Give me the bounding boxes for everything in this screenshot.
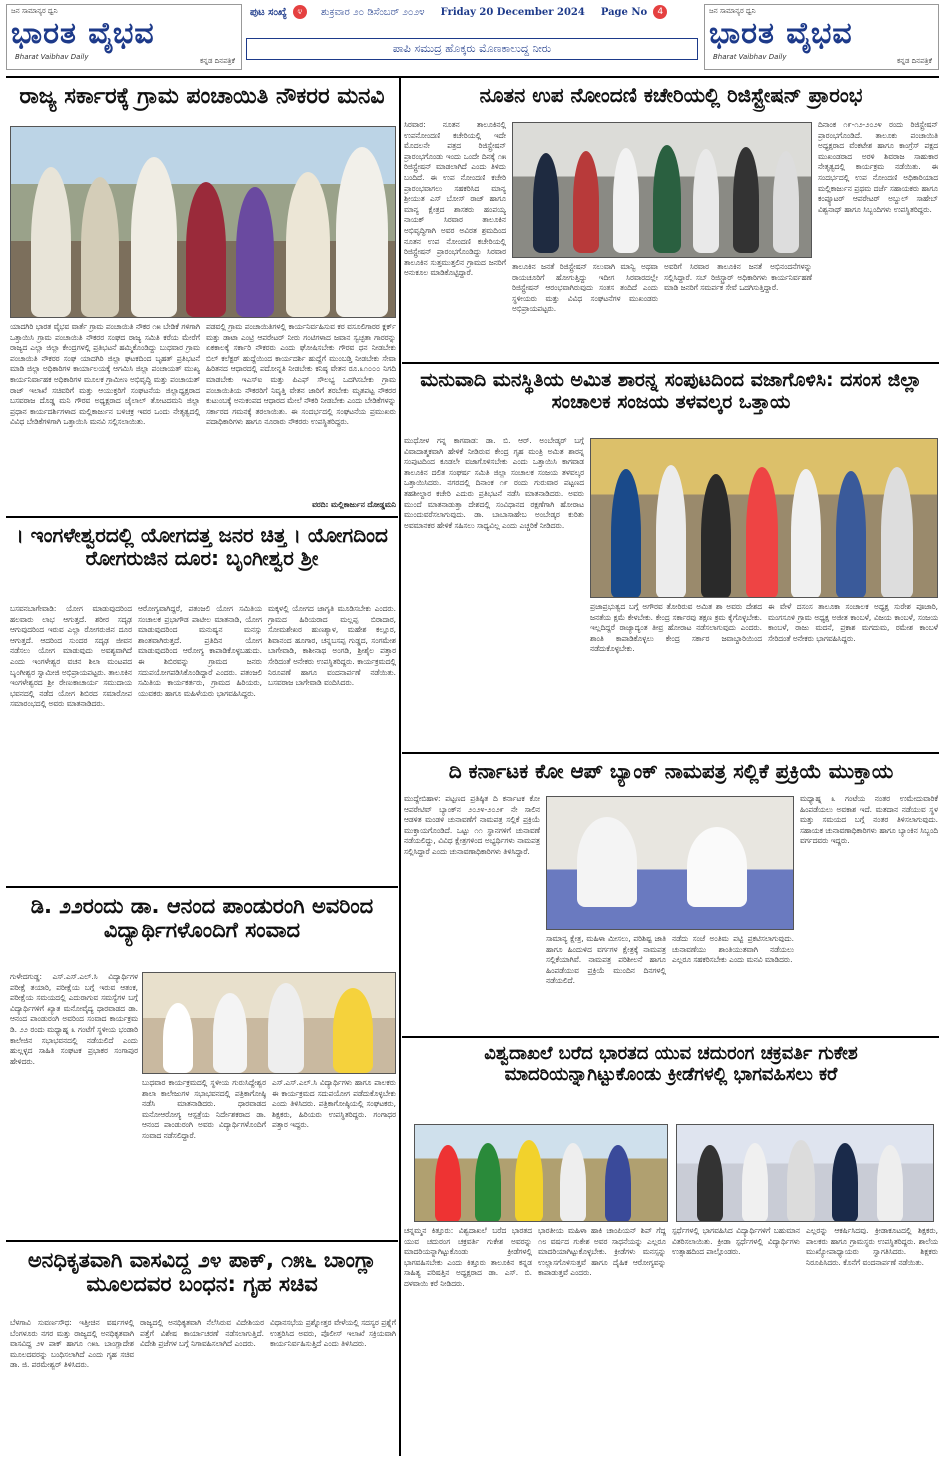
article-text: ಸಿರವಾರ: ನೂತನ ತಾಲೂಕಿನಲ್ಲಿ ಉಪನೋಂದಣಿ ಕಚೇರಿಯಲ್ಲಿ ಇದೇ ಮೊದಲನೇ ಪತ್ರದ ರಿಜಿಸ್ಟ್ರೇಷನ್ ಪ್ರಾರಂಭಗೊಂಡು ಇಂದು ಒಂದೇ ದಿನಕ್ಕೆ ೧೫ ರಿಜಿಸ್ಟ್ರೇಷನ್ ಮಾಡಲಾಗಿದೆ ಎಂದು ತಿಳಿದು ಬಂದಿದೆ. ಈ ಉಪ ನೋಂದಣಿ ಕಚೇರಿ ಪ್ರಾರಂಭವಾಗಲು ಸಹಕರಿಸಿದ ಮಾನ್ಯ ಶ್ರೀಯುತ ಎಸ್ ಬೋಸ್ ರಾಜ್ ಹಾಗೂ ಮಾನ್ಯ ಕ್ಷೇತ್ರದ ಶಾಸಕರು ಹಂಪಯ್ಯ ನಾಯಕ್ ಸಿರವಾರ ತಾಲೂಕಿನ ಅಭಿವೃದ್ಧಿಗಾಗಿ ಅವರ ಅವಿರತ ಶ್ರಮದಿಂದ ನೂತನ ಉಪ ನೋಂದಣಿ ಕಚೇರಿಯಲ್ಲಿ ರಿಜಿಸ್ಟ್ರೇಷನ್ ಪ್ರಾರಂಭಗೊಂಡಿದ್ದು ಸಿರವಾರ ತಾಲೂಕಿನ ಸುತ್ತಮುತ್ತಲಿನ ಗ್ರಾಮದ ಜನರಿಗೆ ಅನುಕೂಲ ಮಾಡಿಕೊಟ್ಟಿದ್ದಾರೆ.: [404, 120, 506, 278]
article-text: ಬೆಳಗಾವಿ ಸುವರ್ಣಸೌಧ: ಇತ್ತೀಚಿನ ವರ್ಷಗಳಲ್ಲಿ ಬೆಂಗಳೂರು ನಗರ ಮತ್ತು ರಾಜ್ಯದಲ್ಲಿ ಅನಧಿಕೃತವಾಗಿ ವಾಸವಿದ್ದ ೨೪ ಪಾಕ್ ಹಾಗೂ ೧೫೬ ಬಾಂಗ್ಲಾದೇಶ ಮೂಲದವರನ್ನು ಬಂಧಿಸಲಾಗಿದೆ ಎಂದು ಗೃಹ ಸಚಿವ ಡಾ. ಜಿ. ಪರಮೇಶ್ವರ್ ತಿಳಿಸಿದರು.: [10, 1318, 134, 1370]
article-photo: [142, 972, 396, 1074]
article-photo: [546, 796, 794, 930]
article-text: ಮಧ್ಯಾಹ್ನ ೩ ಗಂಟೆಯ ನಂತರ ಉಮೇದುವಾರಿಕೆ ಹಿಂಪಡೆಯಲು ಅವಕಾಶ ಇದೆ. ಮತದಾನ ನಡೆಯುವ ಸ್ಥಳ ಮತ್ತು ಸಮಯದ ಬಗ್ಗೆ ನಂತರ ತಿಳಿಸಲಾಗುವುದು. ಸಹಾಯಕ ಚುನಾವಣಾಧಿಕಾರಿಗಳು ಹಾಗೂ ಬ್ಯಾಂಕಿನ ಸಿಬ್ಬಂದಿ ವರ್ಗದವರು ಇದ್ದರು.: [800, 794, 938, 846]
date-bar: [246, 4, 698, 20]
article-text: ಸಾಮಾನ್ಯ ಕ್ಷೇತ್ರ, ಮಹಿಳಾ ಮೀಸಲು, ಪರಿಶಿಷ್ಟ ಜಾತಿ ಹಾಗೂ ಹಿಂದುಳಿದ ವರ್ಗಗಳ ಕ್ಷೇತ್ರಕ್ಕೆ ನಾಮಪತ್ರ ಸಲ್ಲಿಕೆಯಾಗಿವೆ. ನಾಮಪತ್ರ ಪರಿಶೀಲನೆ ಹಾಗೂ ಹಿಂಪಡೆಯುವ ಪ್ರಕ್ರಿಯೆ ಮುಂದಿನ ದಿನಗಳಲ್ಲಿ ನಡೆಯಲಿದೆ.: [546, 934, 666, 986]
article-text: ಗುಳೇದಗುಡ್ಡ: ಎಸ್.ಎಸ್.ಎಲ್.ಸಿ ವಿದ್ಯಾರ್ಥಿಗಳ ಪರೀಕ್ಷೆ ತಯಾರಿ, ಪರೀಕ್ಷೆಯ ಬಗ್ಗೆ ಇರುವ ಆತಂಕ, ಪರೀಕ್ಷೆಯ ಸಮಯದಲ್ಲಿ ಎದುರಾಗುವ ಸಮಸ್ಯೆಗಳ ಬಗ್ಗೆ ವಿದ್ಯಾರ್ಥಿಗಳಿಗೆ ಖ್ಯಾತ ಮನೋವೈದ್ಯ ಧಾರವಾಡದ ಡಾ. ಆನಂದ ಪಾಂಡುರಂಗಿ ಅವರಿಂದ ಸಂವಾದ ಕಾರ್ಯಕ್ರಮ ಡಿ. ೨೨ ರಂದು ಮಧ್ಯಾಹ್ನ ೩ ಗಂಟೆಗೆ ಸ್ಥಳೀಯ ಭಂಡಾರಿ ಕಾಲೇಜಿನ ಸಭಾಭವನದಲ್ಲಿ ನಡೆಯಲಿದೆ ಎಂದು ಹುಲ್ಲಳ್ಳದ ಸಾಹಿತಿ ಸಂಘಟಕ ಪ್ರಭಾಕರ ಸಂಗಾಪುರ ಹೇಳಿದರು.: [10, 972, 138, 1066]
masthead-tagline-top: ಜನ ಸಾಮಾನ್ಯರ ಧ್ವನಿ: [11, 7, 58, 15]
page-number-badge: ೪: [293, 5, 307, 19]
masthead-logo: ಭಾರತ ವೈಭವ: [11, 16, 155, 51]
article-headline: ದಿ ಕರ್ನಾಟಕ ಕೋ ಆಪ್ ಬ್ಯಾಂಕ್ ನಾಮಪತ್ರ ಸಲ್ಲಿಕೆ ಪ್ರಕ್ರಿಯೆ ಮುಕ್ತಾಯ: [448, 759, 894, 783]
article-text: ಆರೋಗ್ಯವಾಗಿದ್ದರೆ, ಪತಂಜಲಿ ಯೋಗ ಸಮಿತಿಯ ಸಂಚಾಲಕ ಪ್ರಭಾಗೌಡ ಪಾಟೀಲ ಮಾತನಾಡಿ, ಯೋಗ ಮಾಡುವುದರಿಂದ ಮನುಷ್ಯನ ಮನಸ್ಸು ಶಾಂತವಾಗಿರುತ್ತದೆ. ಪ್ರತಿದಿನ ಯೋಗ ಮಾಡುವುದರಿಂದ ಆರೋಗ್ಯ ಕಾಪಾಡಿಕೊಳ್ಳಬಹುದು. ಈ ಶಿಬಿರವನ್ನು ಗ್ರಾಮದ ಜನರು ಸದುಪಯೋಗಪಡಿಸಿಕೊಂಡಿದ್ದಾರೆ ಎಂದರು. ಪತಂಜಲಿ ಸಮಿತಿಯ ಕಾರ್ಯಕರ್ತರು, ಗ್ರಾಮದ ಹಿರಿಯರು, ಯುವಕರು ಹಾಗೂ ಮಹಿಳೆಯರು ಭಾಗವಹಿಸಿದ್ದರು.: [138, 604, 262, 698]
date-kannada: ಶುಕ್ರವಾರ ೨೦ ಡಿಸೆಂಬರ್ ೨೦೨೪: [320, 6, 425, 18]
article-photo: [590, 438, 938, 598]
masthead-english-name: Bharat Vaibhav Daily: [713, 53, 787, 61]
article-headline: ಮನುವಾದಿ ಮನಸ್ಥಿತಿಯ ಅಮಿತ ಶಾರನ್ನ ಸಂಪುಟದಿಂದ ವಜಾಗೊಳಿಸಿ: ದಸಂಸ ಜಿಲ್ಲಾ ಸಂಚಾಲಕ ಸಂಜಯ ತಳವಲ್ಕರ ಒತ್ತಾಯ: [420, 369, 922, 413]
divider: [6, 886, 398, 888]
slogan-banner: ಪಾಪಿ ಸಮುದ್ರ ಹೊಕ್ಕರು ಮೊಣಕಾಲುದ್ದ ನೀರು: [246, 38, 698, 60]
article-text: ತಾಲೂಕಿನ ಜನತೆ ರಿಜಿಸ್ಟ್ರೇಷನ್ ಸಲುವಾಗಿ ಮಾನ್ವಿ ಅಥವಾ ರಾಯಚೂರಿಗೆ ಹೋಗುತ್ತಿದ್ದು ಇದೀಗ ಸಿರವಾರದಲ್ಲೇ ರಿಜಿಸ್ಟ್ರೇಷನ್ ಆರಂಭವಾಗಿರುವುದು ಸಂತಸ ತಂದಿದೆ ಎಂದು ಸ್ಥಳೀಯರು ಮತ್ತು ವಿವಿಧ ಸಂಘಟನೆಗಳ ಮುಖಂಡರು ಅಭಿಪ್ರಾಯಪಟ್ಟರು.: [512, 262, 658, 314]
page-label-kn: ಪುಟ ಸಂಖ್ಯೆ: [250, 6, 287, 18]
article-photo: [676, 1124, 934, 1222]
article-text: ಅವರಿಗೆ ಸಿರವಾರ ತಾಲೂಕಿನ ಜನತೆ ಅಭಿನಂದನೆಗಳನ್ನು ಸಲ್ಲಿಸಿದ್ದಾರೆ. ಸಬ್ ರಿಜಿಸ್ಟ್ರಾರ್ ಅಧಿಕಾರಿಗಳು ಕಾರ್ಯನಿರ್ವಹಣೆ ಮಾಡಿ ಜನರಿಗೆ ಸಮರ್ಪಕ ಸೇವೆ ಒದಗಿಸುತ್ತಿದ್ದಾರೆ.: [664, 262, 812, 293]
article-text: ಪ್ರಜಾಪ್ರಭುತ್ವದ ಬಗ್ಗೆ ಅಗೌರವ ತೋರಿರುವ ಅಮಿತ ಶಾ ಅವರು ದೇಶದ ಜನತೆಯ ಕ್ಷಮೆ ಕೇಳಬೇಕು. ಕೇಂದ್ರ ಸರ್ಕಾರವು ತಕ್ಷಣ ಕ್ರಮ ಕೈಗೊಳ್ಳಬೇಕು. ಇಲ್ಲದಿದ್ದರೆ ರಾಜ್ಯಾದ್ಯಂತ ತೀವ್ರ ಹೋರಾಟ ನಡೆಸಲಾಗುವುದು ಎಂದರು. ಶಾಂತಿ ಕಾಪಾಡಿಕೊಳ್ಳಲು ಕೇಂದ್ರ ಸರ್ಕಾರ ಜವಾಬ್ದಾರಿಯಿಂದ ನಡೆದುಕೊಳ್ಳಬೇಕು.: [590, 602, 762, 654]
article-headline: ಅನಧಿಕೃತವಾಗಿ ವಾಸವಿದ್ದ ೨೪ ಪಾಕ್, ೧೫೬ ಬಾಂಗ್ಲಾ ಮೂಲದವರ ಬಂಧನ: ಗೃಹ ಸಚಿವ: [27, 1248, 377, 1297]
article-text: ಈ ವೇಳೆ ದಸಂಸ ತಾಲೂಕಾ ಸಂಚಾಲಕ ಅಧ್ಯಕ್ಷ ಸುರೇಶ ಪೂಜಾರಿ, ಮಂಗಸೂಳಿ ಗ್ರಾಮ ಅಧ್ಯಕ್ಷ ಅಜೀತ ಕಾಂಬಳೆ, ವಿಜಯ ಕಾಂಬಳೆ, ಸಂಜಯ ಕಾಂಬಳೆ, ರಾಜು ಮದನೆ, ಪ್ರಕಾಶ ಮಗದುಮ, ರಮೇಶ ಕಾಂಬಳೆ ಸೇರಿದಂತೆ ಅನೇಕರು ಭಾಗವಹಿಸಿದ್ದರು.: [768, 602, 938, 643]
masthead-small-tag: ಕನ್ನಡ ದಿನಪತ್ರಿಕೆ: [896, 57, 932, 65]
divider: [402, 752, 939, 754]
article-photo: [414, 1124, 668, 1222]
article-text: ದಿನಾಂಕ ೧೯-೧೨-೨೦೨೪ ರಂದು ರಿಜಿಸ್ಟ್ರೇಷನ್ ಪ್ರಾರಂಭಗೊಂಡಿದೆ. ತಾಲೂಕು ಪಂಚಾಯಿತಿ ಅಧ್ಯಕ್ಷರಾದ ವೆಂಕಟೇಶ ಹಾಗೂ ಕಾಂಗ್ರೆಸ್ ಪಕ್ಷದ ಮುಖಂಡರಾದ ಅರಳಿ ಶಿವರಾಜ ಸಾಹುಕಾರ ನೇತೃತ್ವದಲ್ಲಿ ಕಾರ್ಯಕ್ರಮ ನಡೆಯಿತು. ಈ ಸಂದರ್ಭದಲ್ಲಿ ಉಪ ನೋಂದಣಿ ಅಧಿಕಾರಿಯಾದ ಮಲ್ಲಿಕಾರ್ಜುನ ಪ್ರಥಮ ದರ್ಜೆ ಸಹಾಯಕರು ಹಾಗೂ ಕಂಪ್ಯೂಟರ್ ಆಪರೇಟರ್ ಅಬ್ದುಲ್ ಸಾಹೇಬ್ ವಿಶ್ವನಾಥ್ ಹಾಗೂ ಸಿಬ್ಬಂದಿಗಳು ಉಪಸ್ಥಿತರಿದ್ದರು.: [818, 120, 938, 214]
article-text: ಮಕ್ಕಳಲ್ಲಿ ಯೋಗದ ಜಾಗೃತಿ ಮೂಡಿಸಬೇಕು ಎಂದರು. ಗ್ರಾಮದ ಹಿರಿಯರಾದ ಮಲ್ಲಪ್ಪ ಬಿರಾದಾರ, ಸೋಮಶೇಖರ ಹುಣಶ್ಯಾಳ, ಮಹೇಶ ಕಲ್ಲೂರ, ಶಿವಾನಂದ ಹೂಗಾರ, ಚನ್ನಬಸಪ್ಪ ಗುಡ್ಡದ, ಸಂಗಮೇಶ ಬಾಗೇವಾಡಿ, ಕಾಶೀನಾಥ ಅಂಗಡಿ, ಶ್ರೀಶೈಲ ಪತ್ತಾರ ಸೇರಿದಂತೆ ಅನೇಕರು ಉಪಸ್ಥಿತರಿದ್ದರು. ಕಾರ್ಯಕ್ರಮದಲ್ಲಿ ನಿರೂಪಣೆ ಹಾಗೂ ವಂದನಾರ್ಪಣೆ ನಡೆಯಿತು. ಬಸವರಾಜ ಬಾಗೇವಾಡಿ ವಂದಿಸಿದರು.: [268, 604, 396, 688]
divider: [6, 516, 398, 518]
page-number-en-badge: 4: [653, 5, 667, 19]
article-text: ಬಸವನಬಾಗೇವಾಡಿ: ಯೋಗ ಮಾಡುವುದರಿಂದ ಹಲವಾರು ಲಾಭ ಆಗುತ್ತದೆ. ಶರೀರ ಸದೃಢ ಆಗುವುದರಿಂದ ಇರುವ ಎಲ್ಲಾ ರೋಗರುಜಿನ ದೂರ ಆಗುತ್ತದೆ. ಆದರಿಂದ ಸುಂದರ ಸದೃಢ ಜೀವನ ನಡೆಸಲು ಯೋಗ ಮಾಡುವುದು ಅವಶ್ಯವಾಗಿದೆ ಎಂದು ಇಂಗಳೇಶ್ವರ ವಚನ ಶಿಲಾ ಮಂಟಪದ ಬೃಂಗೀಶ್ವರ ಸ್ವಾಮೀಜಿ ಅಭಿಪ್ರಾಯಪಟ್ಟರು. ತಾಲೂಕಿನ ಇಂಗಳೇಶ್ವರದ ಶ್ರೀ ರೇಣುಕಾಚಾರ್ಯ ಸಮುದಾಯ ಭವನದಲ್ಲಿ ನಡೆದ ಯೋಗ ಶಿಬಿರದ ಸಮಾರೋಪ ಸಮಾರಂಭದಲ್ಲಿ ಅವರು ಮಾತನಾಡಿದರು.: [10, 604, 132, 709]
divider: [402, 1036, 939, 1038]
article-text: ಪಡವಲ್ಲಿ ಗ್ರಾಮ ಪಂಚಾಯಿತಿಗಳಲ್ಲಿ ಕಾರ್ಯನಿರ್ವಹಿಸುವ ಕರ ವಸೂಲಿಗಾರರ ಕ್ಲರ್ಕ್ ಮತ್ತು ಡಾಟಾ ಎಂಟ್ರಿ ಆಪರೇಟರ್ ನೀರು ಗಂಟಿಗಳಾದ ಜವಾನ ಸ್ವಚ್ಛತಾ ಗಾರರನ್ನು ಏಕಕಾಲಕ್ಕೆ ಸರ್ಕಾರಿ ನೌಕರರು ಎಂದು ಘೋಷಿಸಬೇಕು ಗೌರವ ಧನ ನೀಡಬೇಕು ಬಿಲ್ ಕಲೆಕ್ಟರ್ ಹುದ್ದೆಯಿಂದ ಕಾರ್ಯದರ್ಶಿ ಹುದ್ದೆಗೆ ಮುಂಬಡ್ತಿ ನೀಡಬೇಕು ಸೇವಾ ಹಿರಿತನದ ಆಧಾರದಲ್ಲಿ ಪದೋನ್ನತಿ ನೀಡಬೇಕು ಕನಿಷ್ಠ ವೇತನ ರೂ.೩೧೦೦೦ ನಿಗದಿ ಮಾಡಬೇಕು ಇಎಸ್ಐ ಮತ್ತು ಪಿಎಫ್ ಸೌಲಭ್ಯ ಒದಗಿಸಬೇಕು ಗ್ರಾಮ ಪಂಚಾಯಿತಿಯ ನೌಕರರಿಗೆ ನಿವೃತ್ತಿ ವೇತನ ಜಾರಿಗೆ ತರಬೇಕು ಮೃತಪಟ್ಟ ನೌಕರರ ಕುಟುಂಬಕ್ಕೆ ಅನುಕಂಪದ ಆಧಾರದ ಮೇಲೆ ನೌಕರಿ ನೀಡಬೇಕು ಎಂದು ಬೇಡಿಕೆಗಳನ್ನು ಸರ್ಕಾರದ ಗಮನಕ್ಕೆ ತರಲಾಯಿತು. ಈ ಸಂದರ್ಭದಲ್ಲಿ ಸಂಘಟನೆಯ ಪ್ರಮುಖರು ಪದಾಧಿಕಾರಿಗಳು ಹಾಗೂ ನೂರಾರು ನೌಕರರು ಉಪಸ್ಥಿತರಿದ್ದರು.: [206, 322, 396, 427]
article-text: ಎಲ್ಲರನ್ನು ಆಕರ್ಷಿಸಿದವು. ಕ್ರೀಡಾಕೂಟದಲ್ಲಿ ಶಿಕ್ಷಕರು, ಪಾಲಕರು ಹಾಗೂ ಗ್ರಾಮಸ್ಥರು ಉಪಸ್ಥಿತರಿದ್ದರು. ಶಾಲೆಯ ಮುಖ್ಯೋಪಾಧ್ಯಾಯರು ಸ್ವಾಗತಿಸಿದರು. ಶಿಕ್ಷಕರು ನಿರೂಪಿಸಿದರು. ಕೊನೆಗೆ ವಂದನಾರ್ಪಣೆ ನಡೆಯಿತು.: [806, 1226, 938, 1267]
article-headline: ರಾಜ್ಯ ಸರ್ಕಾರಕ್ಕೆ ಗ್ರಾಮ ಪಂಚಾಯಿತಿ ನೌಕರರ ಮನವಿ: [19, 84, 385, 109]
article-byline: ವರದಿ: ಮಲ್ಲಿಕಾರ್ಜುನ ದೋಡ್ಡಮನಿ: [312, 500, 396, 509]
article-headline: ನೂತನ ಉಪ ನೋಂದಣಿ ಕಚೇರಿಯಲ್ಲಿ ರಿಜಿಸ್ಟ್ರೇಷನ್ ಪ್ರಾರಂಭ: [479, 83, 863, 107]
article-text: ಎಸ್.ಎಸ್.ಎಲ್.ಸಿ ವಿದ್ಯಾರ್ಥಿಗಳು ಹಾಗೂ ಪಾಲಕರು ಈ ಕಾರ್ಯಕ್ರಮದ ಸದುಪಯೋಗ ಪಡೆದುಕೊಳ್ಳಬೇಕು ಎಂದು ತಿಳಿಸಿದರು. ಪತ್ರಿಕಾಗೋಷ್ಠಿಯಲ್ಲಿ ಸಂಘಟಕರು, ಶಿಕ್ಷಕರು, ಹಿರಿಯರು ಉಪಸ್ಥಿತರಿದ್ದರು. ಗಂಗಾಧರ ಪತ್ತಾರ ಇದ್ದರು.: [272, 1078, 396, 1130]
article-photo: [512, 122, 812, 258]
article-text: ಭಾರತೀಯ ಮಹಿಳಾ ಹಾಕಿ ಚಾಂಪಿಯನ್ ಶಿಪ್ ಗೆದ್ದ ೧೮ ವರ್ಷದ ಗುಕೇಶ ಅವರ ಸಾಧನೆಯನ್ನು ಎಲ್ಲರೂ ಮಾದರಿಯಾಗಿಟ್ಟುಕೊಳ್ಳಬೇಕು. ಕ್ರೀಡೆಗಳು ಮನಸ್ಸನ್ನು ಉಲ್ಲಾಸಗೊಳಿಸುತ್ತವೆ ಹಾಗೂ ದೈಹಿಕ ಆರೋಗ್ಯವನ್ನು ಕಾಪಾಡುತ್ತವೆ ಎಂದರು.: [538, 1226, 666, 1278]
article-headline: ಡಿ. ೨೨ರಂದು ಡಾ. ಆನಂದ ಪಾಂಡುರಂಗಿ ಅವರಿಂದ ವಿದ್ಯಾರ್ಥಿಗಳೊಂದಿಗೆ ಸಂವಾದ: [30, 894, 374, 943]
divider: [6, 76, 939, 78]
divider: [6, 1240, 398, 1242]
article-text: ಮುದ್ದೇಬಿಹಾಳ: ಪಟ್ಟಣದ ಪ್ರತಿಷ್ಠಿತ ದಿ ಕರ್ನಾಟಕ ಕೋ ಆಪರೇಟಿವ್ ಬ್ಯಾಂಕ್‌ನ ೨೦೨೪-೨೦೨೯ ನೇ ಸಾಲಿನ ಆಡಳಿತ ಮಂಡಳಿ ಚುನಾವಣೆಗೆ ನಾಮಪತ್ರ ಸಲ್ಲಿಕೆ ಪ್ರಕ್ರಿಯೆ ಮುಕ್ತಾಯಗೊಂಡಿದೆ. ಒಟ್ಟು ೧೧ ಸ್ಥಾನಗಳಿಗೆ ಚುನಾವಣೆ ನಡೆಯಲಿದ್ದು, ವಿವಿಧ ಕ್ಷೇತ್ರಗಳಿಂದ ಅಭ್ಯರ್ಥಿಗಳು ನಾಮಪತ್ರ ಸಲ್ಲಿಸಿದ್ದಾರೆ ಎಂದು ಚುನಾವಣಾಧಿಕಾರಿಗಳು ತಿಳಿಸಿದ್ದಾರೆ.: [404, 794, 540, 856]
article-photo: [10, 126, 396, 318]
article-headline: । ಇಂಗಳೇಶ್ವರದಲ್ಲಿ ಯೋಗದತ್ತ ಜನರ ಚಿತ್ತ । ಯೋಗದಿಂದ ರೋಗರುಜಿನ ದೂರ: ಬೃಂಗೀಶ್ವರ ಶ್ರೀ: [16, 523, 388, 570]
article-text: ನಡೆದು ಸಂಜೆ ಅಂತಿಮ ಪಟ್ಟಿ ಪ್ರಕಟಿಸಲಾಗುವುದು. ಚುನಾವಣೆಯು ಶಾಂತಿಯುತವಾಗಿ ನಡೆಯಲು ಎಲ್ಲರೂ ಸಹಕರಿಸಬೇಕು ಎಂದು ಮನವಿ ಮಾಡಿದರು.: [672, 934, 794, 965]
masthead-small-tag: ಕನ್ನಡ ದಿನಪತ್ರಿಕೆ: [199, 57, 235, 65]
article-text: ವಿಧಾನಸಭೆಯ ಪ್ರಶ್ನೋತ್ತರ ವೇಳೆಯಲ್ಲಿ ಸದಸ್ಯರ ಪ್ರಶ್ನೆಗೆ ಉತ್ತರಿಸಿದ ಅವರು, ಪೊಲೀಸ್ ಇಲಾಖೆ ಸಕ್ರಿಯವಾಗಿ ಕಾರ್ಯನಿರ್ವಹಿಸುತ್ತಿದೆ ಎಂದು ತಿಳಿಸಿದರು.: [270, 1318, 396, 1349]
masthead-tagline-top: ಜನ ಸಾಮಾನ್ಯರ ಧ್ವನಿ: [709, 7, 756, 15]
article-headline: ವಿಶ್ವದಾಖಲೆ ಬರೆದ ಭಾರತದ ಯುವ ಚದುರಂಗ ಚಕ್ರವರ್ತಿ ಗುಕೇಶ ಮಾದರಿಯನ್ನಾಗಿಟ್ಟುಕೊಂಡು ಕ್ರೀಡೆಗಳಲ್ಲಿ ಭಾಗವಹಿಸಲು ಕರೆ: [484, 1043, 858, 1085]
masthead-english-name: Bharat Vaibhav Daily: [15, 53, 89, 61]
masthead-left: [6, 4, 242, 70]
page-label-en: Page No: [600, 6, 648, 18]
masthead-right: [704, 4, 939, 70]
article-text: ಸ್ಪರ್ಧೆಗಳಲ್ಲಿ ಭಾಗವಹಿಸಿದ ವಿದ್ಯಾರ್ಥಿಗಳಿಗೆ ಬಹುಮಾನ ವಿತರಿಸಲಾಯಿತು. ಕ್ರೀಡಾ ಸ್ಪರ್ಧೆಗಳಲ್ಲಿ ವಿದ್ಯಾರ್ಥಿಗಳು ಉತ್ಸಾಹದಿಂದ ಪಾಲ್ಗೊಂಡರು.: [672, 1226, 800, 1257]
article-text: ಯಾದಗಿರಿ ಭಾರತ ವೈಭವ ವಾರ್ತೆ ಗ್ರಾಮ ಪಂಚಾಯಿತಿ ನೌಕರ ೧೫ ಬೇಡಿಕೆ ಗಳಿಗಾಗಿ ಒತ್ತಾಯಿಸಿ ಗ್ರಾಮ ಪಂಚಾಯಿತಿ ನೌಕರರ ಸಂಘದ ರಾಜ್ಯ ಸಮಿತಿ ಕರೆಯ ಮೇರೆಗೆ ರಾಜ್ಯದ ಎಲ್ಲಾ ಜಿಲ್ಲಾ ಕೇಂದ್ರಗಳಲ್ಲಿ ಪ್ರತಿಭಟನೆ ಹಮ್ಮಿಕೊಂಡಿದ್ದು ಬುಧವಾರ ಗ್ರಾಮ ಪಂಚಾಯಿತಿ ನೌಕರರ ಸಂಘ ಯಾದಗಿರಿ ಜಿಲ್ಲಾ ಘಟಕದಿಂದ ಬೃಹತ್ ಪ್ರತಿಭಟನೆ ಮಾಡಿ ಜಿಲ್ಲಾ ಅಧಿಕಾರಿಗಳ ಕಾರ್ಯಾಲಯಕ್ಕೆ ಆಗಮಿಸಿ ಜಿಲ್ಲಾ ಪಂಚಾಯತ್ ಮುಖ್ಯ ಕಾರ್ಯನಿರ್ವಾಹಕ ಅಧಿಕಾರಿಗಳ ಮೂಲಕ ಗ್ರಾಮೀಣ ಅಭಿವೃದ್ಧಿ ಮತ್ತು ಪಂಚಾಯತ್ ರಾಜ್ ಇಲಾಖೆ ಸಚಿವರಿಗೆ ಮತ್ತು ಆಯುಕ್ತರಿಗೆ ಸಂಘಟನೆಯ ಜಿಲ್ಲಾಧ್ಯಕ್ಷರಾದ ಬಸವರಾಜ ದೊಡ್ಡ ಮನಿ ಗೌರವ ಅಧ್ಯಕ್ಷರಾದ ಜೈಲಾಲ್ ತೋಟದಮನಿ ಜಿಲ್ಲಾ ಪ್ರಧಾನ ಕಾರ್ಯದರ್ಶಿಗಳಾದ ಮಲ್ಲಿಕಾರ್ಜುನ ಬಳಿಚಕ್ರ ಇವರ ಒಂದು ನೇತೃತ್ವದಲ್ಲಿ ವಿವಿಧ ಬೇಡಿಕೆಗಳಿಗಾಗಿ ಒತ್ತಾಯಿಸಿ ಮನವಿ ಸಲ್ಲಿಸಲಾಯಿತು.: [10, 322, 200, 427]
article-text: ರಾಜ್ಯದಲ್ಲಿ ಅನಧಿಕೃತವಾಗಿ ನೆಲೆಸಿರುವ ವಿದೇಶಿಯರ ಪತ್ತೆಗೆ ವಿಶೇಷ ಕಾರ್ಯಾಚರಣೆ ನಡೆಸಲಾಗುತ್ತಿದೆ. ವಿದೇಶಿ ಪ್ರಜೆಗಳ ಬಗ್ಗೆ ನಿಗಾವಹಿಸಲಾಗಿದೆ ಎಂದರು.: [140, 1318, 264, 1349]
date-english: Friday 20 December 2024: [440, 6, 585, 18]
divider: [399, 78, 401, 1456]
divider: [402, 362, 939, 364]
article-text: ಚನ್ನಮ್ಮನ ಕಿತ್ತೂರು: ವಿಶ್ವದಾಖಲೆ ಬರೆದ ಭಾರತದ ಯುವ ಚದುರಂಗ ಚಕ್ರವರ್ತಿ ಗುಕೇಶ ಅವರನ್ನು ಮಾದರಿಯನ್ನಾಗಿಟ್ಟುಕೊಂಡು ಕ್ರೀಡೆಗಳಲ್ಲಿ ಭಾಗವಹಿಸಬೇಕು ಎಂದು ಕಿತ್ತೂರು ತಾಲೂಕಿನ ಕನ್ನಡ ಸಾಹಿತ್ಯ ಪರಿಷತ್ತಿನ ಅಧ್ಯಕ್ಷರಾದ ಡಾ. ಎಸ್. ಬಿ. ದಳವಾಯಿ ಕರೆ ನೀಡಿದರು.: [404, 1226, 532, 1288]
masthead-logo: ಭಾರತ ವೈಭವ: [709, 16, 853, 51]
article-text: ಬುಧವಾರ ಕಾರ್ಯಕ್ರಮದಲ್ಲಿ ಸ್ಥಳೀಯ ಗುರುಸಿದ್ದೇಶ್ವರ ಶಾಲಾ ಕಾಲೇಜುಗಳ ಸಭಾಭವನದಲ್ಲಿ ಪತ್ರಿಕಾಗೋಷ್ಠಿ ನಡೆಸಿ ಮಾತನಾಡಿದರು. ಧಾರವಾಡದ ಮನೋಆರೋಗ್ಯ ಆಸ್ಪತ್ರೆಯ ನಿರ್ದೇಶಕರಾದ ಡಾ. ಆನಂದ ಪಾಂಡುರಂಗಿ ಅವರು ವಿದ್ಯಾರ್ಥಿಗಳೊಂದಿಗೆ ಸಂವಾದ ನಡೆಸಲಿದ್ದಾರೆ.: [142, 1078, 266, 1140]
article-text: ಮುಧೋಳ ಗನ್ನ ಕಾಗವಾಡ: ಡಾ. ಬಿ. ಆರ್. ಅಂಬೇಡ್ಕರ್ ಬಗ್ಗೆ ವಿವಾದಾತ್ಮಕವಾಗಿ ಹೇಳಿಕೆ ನೀಡಿರುವ ಕೇಂದ್ರ ಗೃಹ ಮಂತ್ರಿ ಅಮಿತ ಶಾರನ್ನ ಸಂಪುಟದಿಂದ ಕೂಡಲೇ ವಜಾಗೊಳಿಸಬೇಕು ಎಂದು ಒತ್ತಾಯಿಸಿ ಕಾಗವಾಡ ತಾಲೂಕಿನ ದಲಿತ ಸಂಘರ್ಷ ಸಮಿತಿ ಜಿಲ್ಲಾ ಸಂಚಾಲಕ ಸಂಜಯ ತಳವಲ್ಕರ ಒತ್ತಾಯಿಸಿದರು. ನಗರದಲ್ಲಿ ದಿನಾಂಕ ೧೯ ರಂದು ಗುರುವಾರ ಪಟ್ಟಣದ ತಹಶೀಲ್ದಾರ ಕಚೇರಿ ಎದುರು ಪ್ರತಿಭಟನೆ ನಡೆಸಿ ಮಾತನಾಡಿದರು. ಅವರು ಮುಂದೆ ಮಾತನಾಡುತ್ತಾ ದೇಶದಲ್ಲಿ ಸಂವಿಧಾನದ ರಕ್ಷಣೆಗಾಗಿ ಹೋರಾಟ ಮುಂದುವರೆಸಲಾಗುವುದು. ಡಾ. ಬಾಬಾಸಾಹೇಬ ಅಂಬೇಡ್ಕರ ಕುರಿತು ಅವಮಾನಕರ ಹೇಳಿಕೆ ಸಹಿಸಲು ಸಾಧ್ಯವಿಲ್ಲ ಎಂದು ಎಚ್ಚರಿಕೆ ನೀಡಿದರು.: [404, 436, 584, 530]
